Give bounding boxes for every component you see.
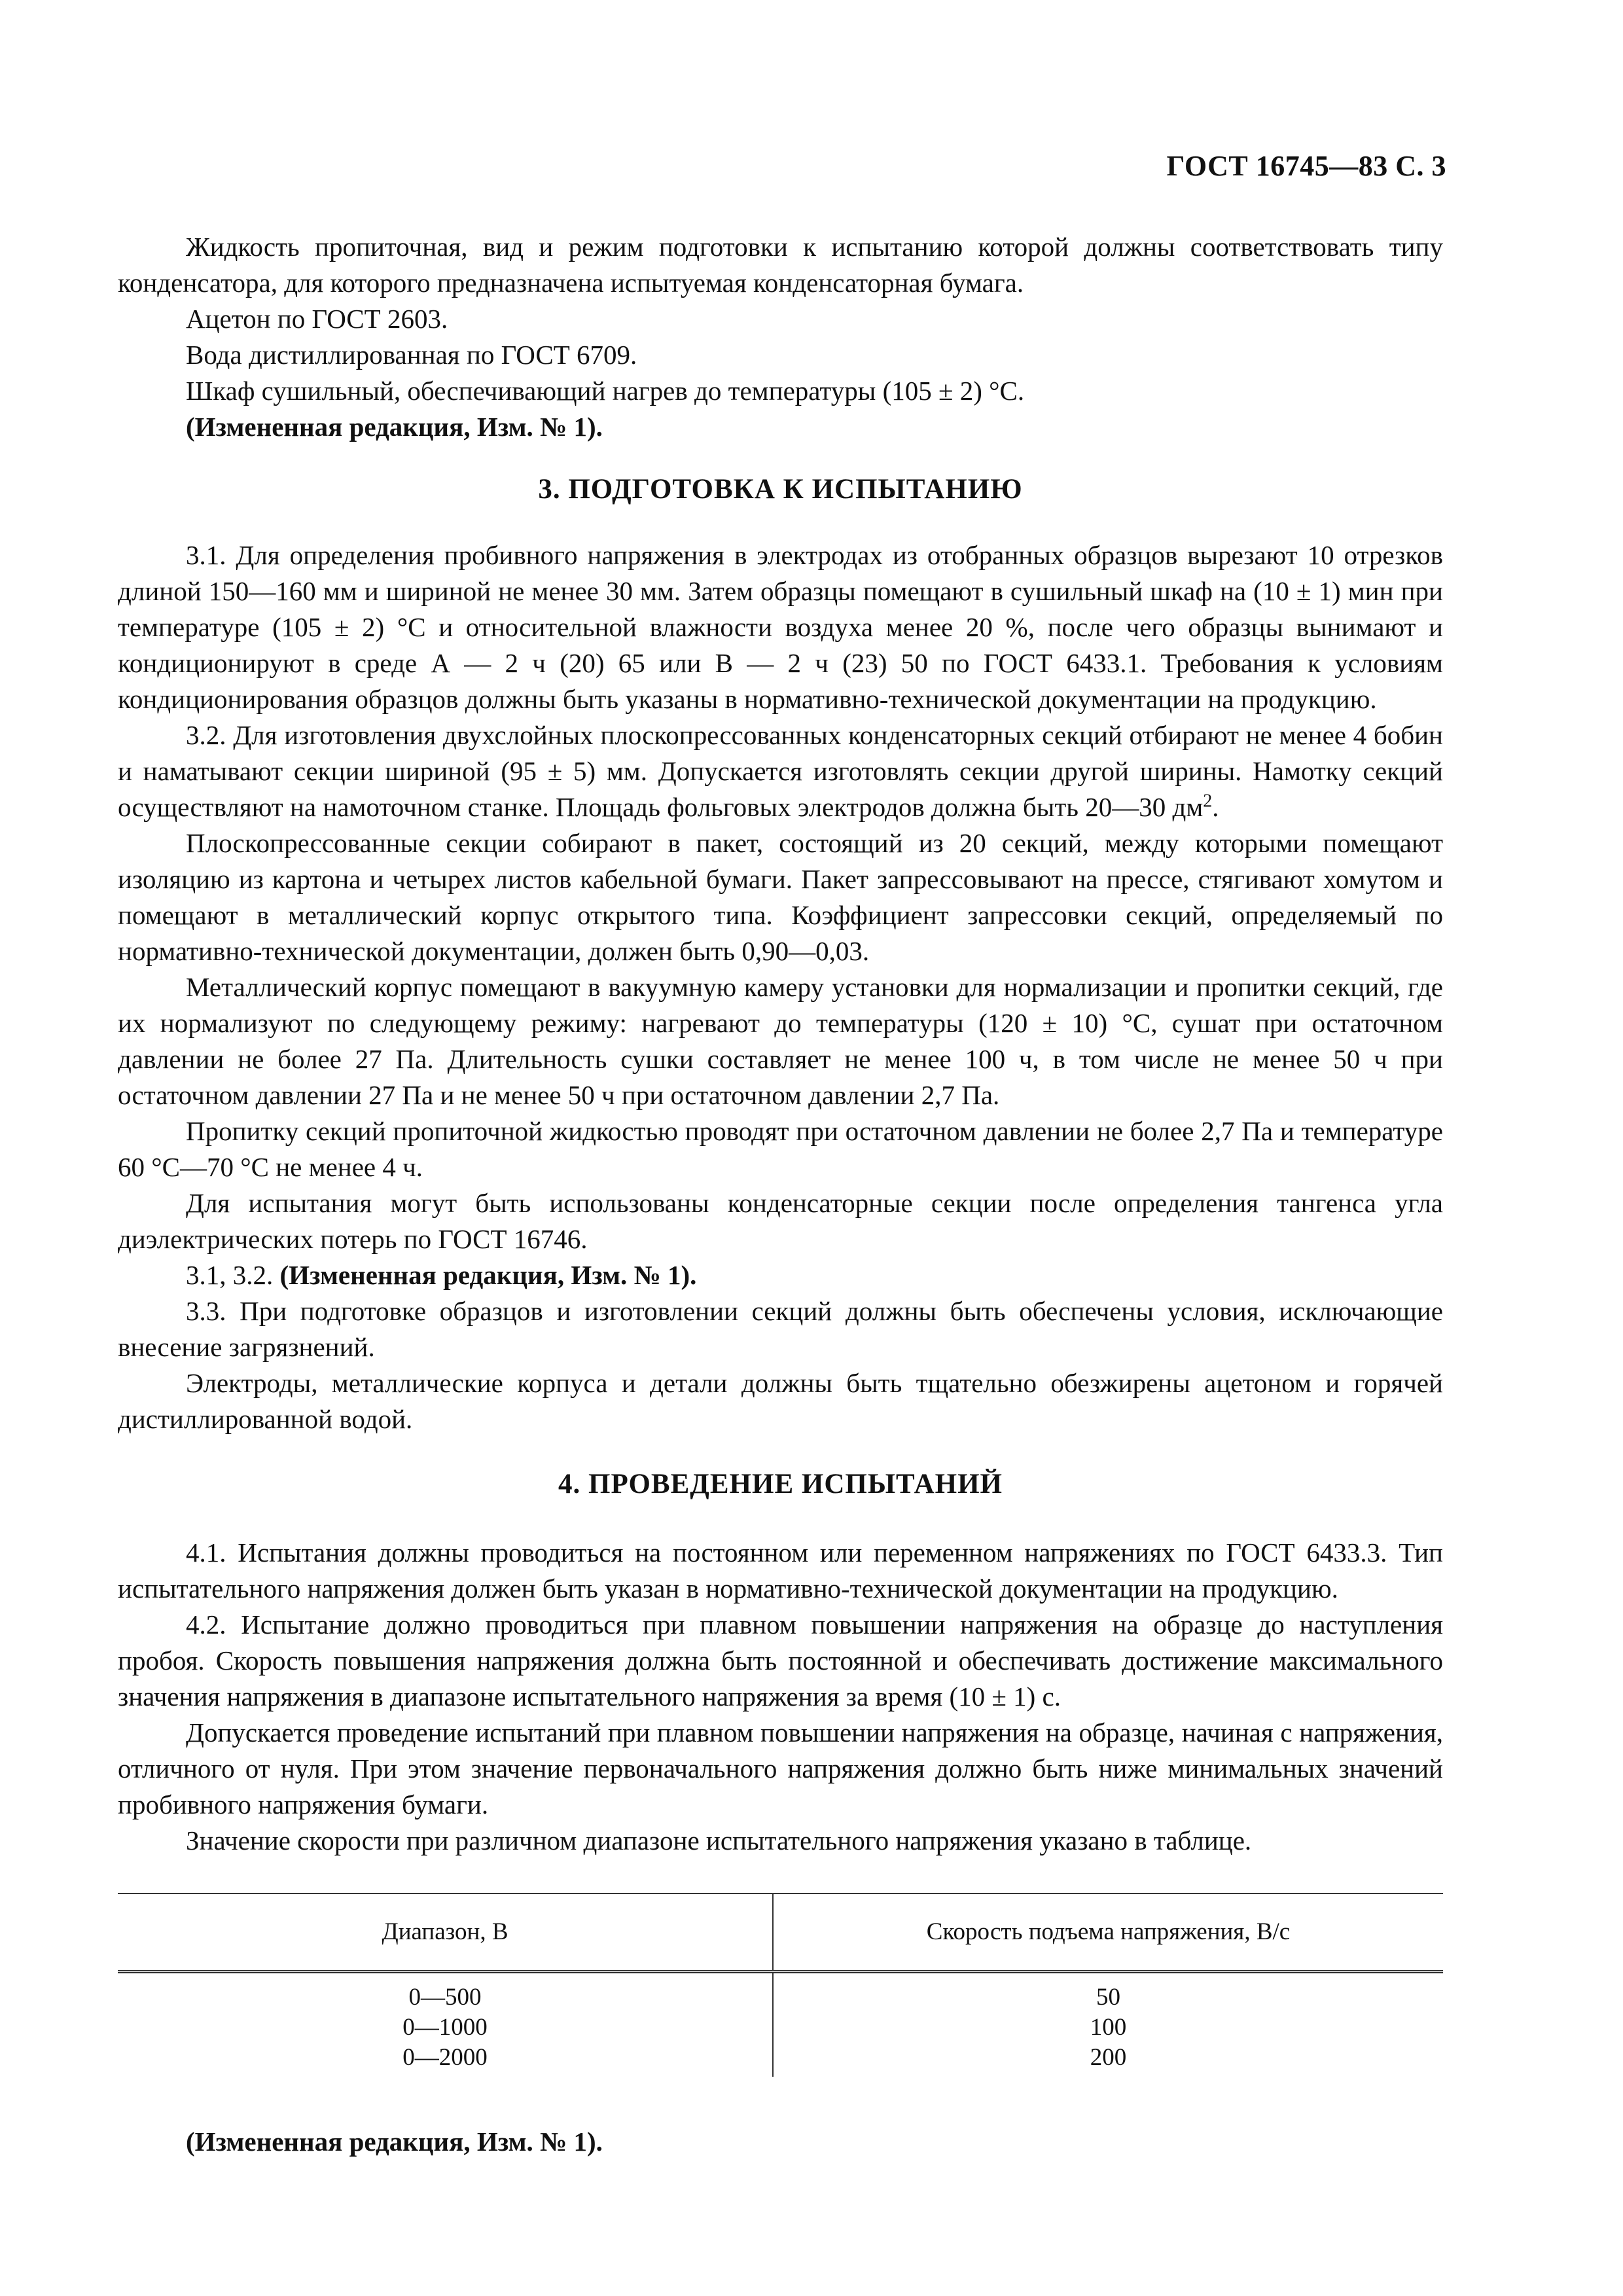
document-body: [118, 229, 1443, 2160]
speed-table: [118, 1893, 1443, 2077]
table-cell: 0—2000: [402, 2044, 488, 2071]
section-3-paragraph-8: 3.3. При подготовке образцов и изготовлении секций должны быть обеспечены условия, исключающие внесение загрязнений.: [118, 1296, 1443, 1362]
table-cell: 0—1000: [402, 2014, 488, 2041]
table-cell: 0—500: [408, 1984, 482, 2011]
section-4-title: 4. ПРОВЕДЕНИЕ ИСПЫТАНИЙ: [558, 1469, 1003, 1499]
page-header: ГОСТ 16745—83 С. 3: [1166, 150, 1446, 182]
table-body: [118, 1973, 1443, 2077]
section-3-paragraph-6: Для испытания могут быть использованы конденсаторные секции после определения тангенса угла диэлектрических потерь по ГОСТ 16746.: [118, 1188, 1443, 1254]
table-cell: 50: [1096, 1984, 1120, 2011]
section-3-paragraph-1: 3.1. Для определения пробивного напряжения в электродах из отобранных образцов вырезают 10 отрезков длиной 150—160 мм и шириной не менее 30 мм. Затем образцы помещают в сушильный шкаф на (10 ± 1) мин при температуре (105 ± 2) °С и относительной влажности воздуха менее 20 %, после чего образцы вынимают и кондиционируют в среде А — 2 ч (20) 65 или В — 2 ч (23) 50 по ГОСТ 6433.1. Требования к условиям кондиционирования образцов должны быть указаны в нормативно-технической документации на продукцию.: [118, 540, 1443, 714]
section-3-paragraph-5: Пропитку секций пропиточной жидкостью проводят при остаточном давлении не более 2,7 Па и температуре 60 °С—70 °С не менее 4 ч.: [118, 1116, 1443, 1182]
section-3-paragraph-2: [118, 717, 1443, 825]
amendment-bold: (Измененная редакция, Изм. № 1).: [279, 1260, 697, 1290]
section-3-paragraph-9: Электроды, металлические корпуса и детали должны быть тщательно обезжирены ацетоном и горячей дистиллированной водой.: [118, 1368, 1443, 1434]
section-4-paragraph-4: Значение скорости при различном диапазоне испытательного напряжения указано в таблице.: [186, 1825, 1252, 1856]
intro-paragraph-2: Ацетон по ГОСТ 2603.: [186, 304, 448, 334]
section-3-amendment-note: [118, 1257, 1443, 1293]
intro-paragraph-1: Жидкость пропиточная, вид и режим подготовки к испытанию которой должны соответствовать типу конденсатора, для которого предназначена испытуемая конденсаторная бумага.: [118, 232, 1443, 298]
amendment-prefix: 3.1, 3.2.: [186, 1260, 280, 1290]
footer-amendment-note: (Измененная редакция, Изм. № 1).: [186, 2126, 603, 2157]
table-header-speed: Скорость подъема напряжения, В/с: [926, 1918, 1291, 1945]
superscript: 2: [1203, 791, 1213, 812]
intro-amendment-note: (Измененная редакция, Изм. № 1).: [186, 412, 603, 442]
table-header-row: [118, 1894, 1443, 1973]
section-3-paragraph-2-end: .: [1212, 792, 1219, 822]
table-cell: 200: [1090, 2044, 1127, 2071]
intro-paragraph-3: Вода дистиллированная по ГОСТ 6709.: [186, 340, 637, 370]
section-3-paragraph-2-text: 3.2. Для изготовления двухслойных плоскопрессованных конденсаторных секций отбирают не менее 4 бобин и наматывают секции шириной (95 ± 5) мм. Допускается изготовлять секции другой ширины. Намотку секций осуществляют на намоточном станке. Площадь фольговых электродов должна быть 20—30 дм: [118, 720, 1443, 822]
section-4-paragraph-2: 4.2. Испытание должно проводиться при плавном повышении напряжения на образце до наступления пробоя. Скорость повышения напряжения должна быть постоянной и обеспечивать достижение максимального значения напряжения в диапазоне испытательного напряжения за время (10 ± 1) с.: [118, 1609, 1443, 1712]
section-3-title: 3. ПОДГОТОВКА К ИСПЫТАНИЮ: [538, 474, 1023, 505]
table-cell: 100: [1090, 2014, 1127, 2041]
table-header-range: Диапазон, В: [118, 1894, 774, 1970]
intro-paragraph-4: Шкаф сушильный, обеспечивающий нагрев до температуры (105 ± 2) °С.: [186, 376, 1025, 406]
section-4-paragraph-3: Допускается проведение испытаний при плавном повышении напряжения на образце, начиная с напряжения, отличного от нуля. При этом значение первоначального напряжения должно быть ниже минимальных значений пробивного напряжения бумаги.: [118, 1717, 1443, 1820]
section-4-paragraph-1: 4.1. Испытания должны проводиться на постоянном или переменном напряжениях по ГОСТ 6433.3. Тип испытательного напряжения должен быть указан в нормативно-технической документации на продукцию.: [118, 1537, 1443, 1604]
section-3-paragraph-4: Металлический корпус помещают в вакуумную камеру установки для нормализации и пропитки секций, где их нормализуют по следующему режиму: нагревают до температуры (120 ± 10) °С, сушат при остаточном давлении не более 27 Па. Длительность сушки составляет не менее 100 ч, в том числе не менее 50 ч при остаточном давлении 27 Па и не менее 50 ч при остаточном давлении 2,7 Па.: [118, 972, 1443, 1110]
section-3-paragraph-3: Плоскопрессованные секции собирают в пакет, состоящий из 20 секций, между которыми помещают изоляцию из картона и четырех листов кабельной бумаги. Пакет запрессовывают на прессе, стягивают хомутом и помещают в металлический корпус открытого типа. Коэффициент запрессовки секций, определяемый по нормативно-технической документации, должен быть 0,90—0,03.: [118, 828, 1443, 966]
table-column-speed: [774, 1973, 1443, 2077]
table-column-range: [118, 1973, 774, 2077]
